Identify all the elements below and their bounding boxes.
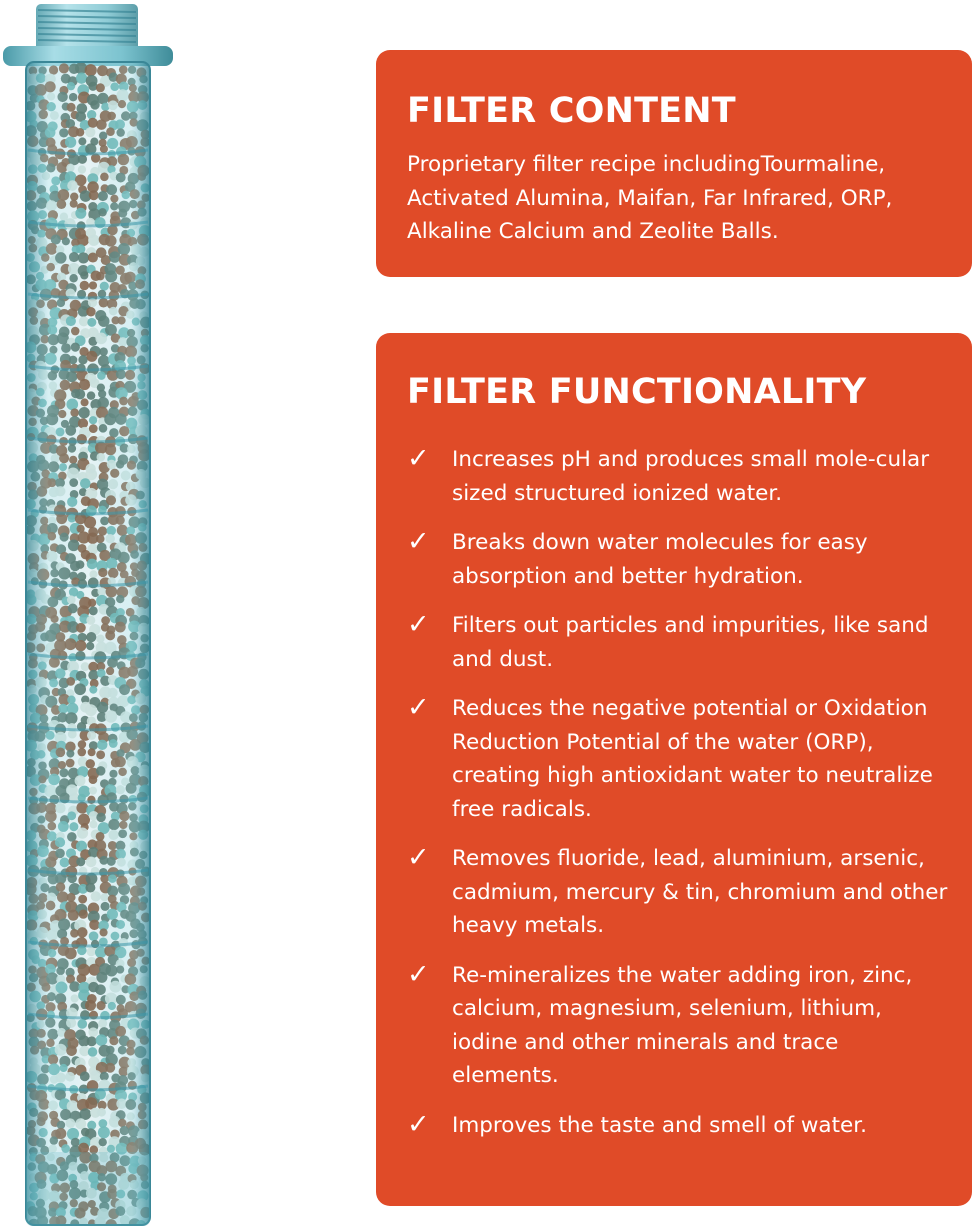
checkmark-icon: ✓ bbox=[407, 443, 430, 474]
checkmark-icon: ✓ bbox=[407, 842, 430, 873]
feature-text: Re-mineralizes the water adding iron, zinc, calcium, magnesium, selenium, lithium, iodine and other minerals and trace elements. bbox=[452, 962, 913, 1088]
filter-functionality-card bbox=[376, 333, 972, 1206]
list-item bbox=[407, 842, 948, 943]
feature-text: Increases pH and produces small mole-cular sized structured ionized water. bbox=[452, 447, 930, 506]
filter-content-card bbox=[376, 50, 972, 277]
list-item bbox=[407, 1109, 948, 1143]
list-item bbox=[407, 959, 948, 1093]
list-item bbox=[407, 526, 948, 593]
feature-text: Removes fluoride, lead, aluminium, arsenic, cadmium, mercury & tin, chromium and other heavy metals. bbox=[452, 846, 948, 938]
checkmark-icon: ✓ bbox=[407, 526, 430, 557]
water-filter-cartridge-icon bbox=[0, 0, 180, 1227]
checkmark-icon: ✓ bbox=[407, 958, 430, 990]
tube-body bbox=[26, 62, 150, 1225]
feature-text: Reduces the negative potential or Oxidation Reduction Potential of the water (ORP), creating high antioxidant water to neutralize free radicals. bbox=[452, 696, 933, 822]
feature-text: Improves the taste and smell of water. bbox=[452, 1112, 867, 1138]
filter-content-title: FILTER CONTENT bbox=[407, 91, 736, 131]
feature-text: Filters out particles and impurities, like sand and dust. bbox=[452, 613, 929, 672]
list-item bbox=[407, 443, 948, 510]
filter-functionality-title: FILTER FUNCTIONALITY bbox=[407, 372, 867, 412]
tube-bottom bbox=[26, 1152, 150, 1226]
filter-cartridge-image bbox=[0, 0, 180, 1227]
filter-content-description: Proprietary filter recipe includingTourmaline, Activated Alumina, Maifan, Far Infrared, ORP, Alkaline Calcium and Zeolite Balls. bbox=[407, 152, 893, 244]
list-item bbox=[407, 609, 948, 676]
checkmark-icon: ✓ bbox=[407, 609, 430, 640]
feature-text: Breaks down water molecules for easy absorption and better hydration. bbox=[452, 530, 868, 589]
checkmark-icon: ✓ bbox=[407, 1108, 430, 1140]
checkmark-icon: ✓ bbox=[407, 692, 430, 723]
list-item bbox=[407, 692, 948, 826]
feature-list bbox=[407, 443, 948, 1142]
